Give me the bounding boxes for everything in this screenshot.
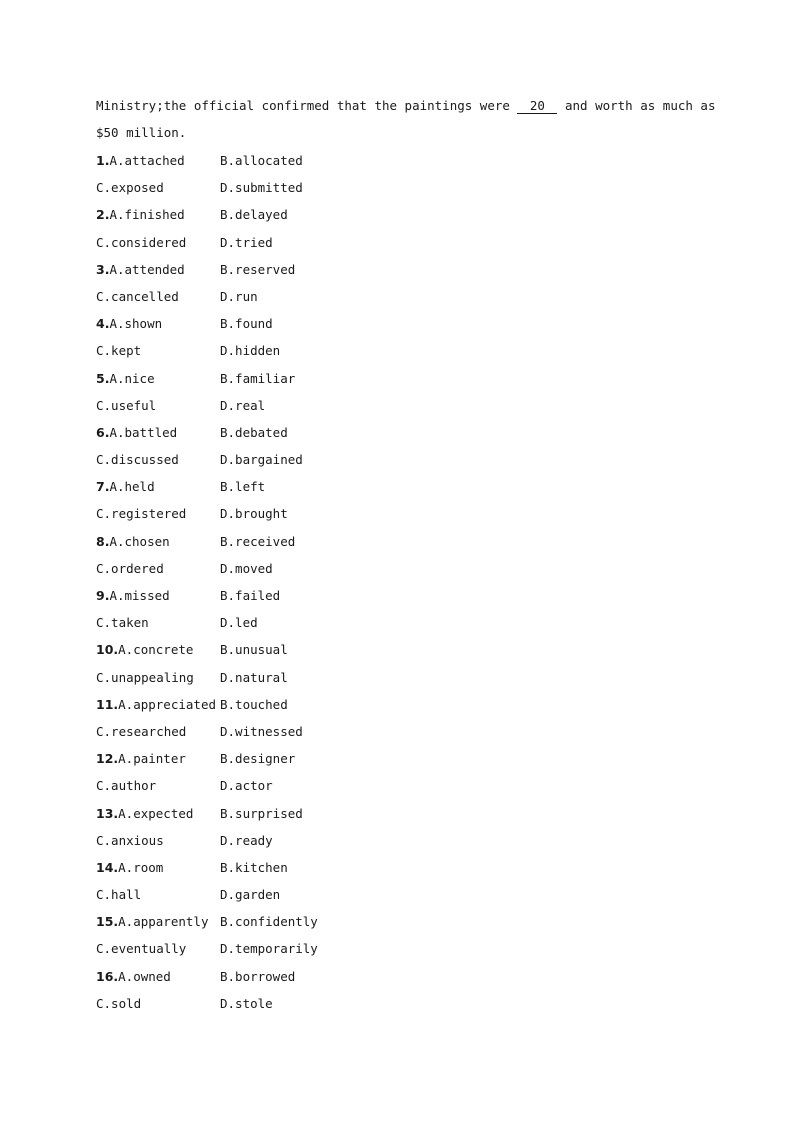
- option-a: [96, 147, 220, 174]
- question-row-ab: [96, 201, 420, 228]
- question-number: 8.: [96, 533, 110, 549]
- option-a-text: A.shown: [109, 316, 163, 332]
- option-a: [96, 582, 220, 609]
- option-a-text: A.appreciated: [118, 696, 216, 712]
- option-b: B.surprised: [220, 805, 303, 821]
- question-row-cd: [96, 446, 420, 473]
- option-d: D.run: [220, 288, 258, 304]
- option-b: B.familiar: [220, 370, 296, 386]
- option-d: D.ready: [220, 832, 273, 848]
- option-a-text: A.held: [109, 479, 155, 495]
- question-row-cd: [96, 935, 420, 962]
- option-c: C.discussed: [96, 452, 179, 468]
- option-d: D.led: [220, 615, 258, 631]
- option-a: [96, 419, 220, 446]
- option-b: B.designer: [220, 751, 296, 767]
- option-b: B.kitchen: [220, 859, 288, 875]
- question-number: 7.: [96, 479, 110, 495]
- option-a-text: A.attached: [109, 153, 185, 168]
- option-d: D.temporarily: [220, 941, 318, 957]
- question-row-ab: [96, 745, 420, 772]
- option-c: C.sold: [96, 995, 142, 1011]
- option-b: B.confidently: [220, 914, 318, 930]
- question-row-cd: [96, 174, 420, 201]
- question-number: 3.: [96, 261, 110, 277]
- question-row-cd: [96, 664, 420, 691]
- question-row-ab: [96, 636, 420, 663]
- option-b: B.allocated: [220, 153, 303, 168]
- question-row-cd: [96, 555, 420, 582]
- question-number: 11.: [96, 696, 119, 712]
- option-d: D.moved: [220, 560, 273, 576]
- option-a-text: A.concrete: [118, 642, 194, 658]
- question-number: 15.: [96, 914, 119, 930]
- option-a-text: A.nice: [109, 370, 155, 386]
- option-d: D.submitted: [220, 180, 303, 196]
- question-row-ab: [96, 963, 420, 990]
- question-row-ab: [96, 528, 420, 555]
- option-d: D.tried: [220, 234, 273, 250]
- option-a-text: A.missed: [109, 588, 170, 603]
- question-number: 10.: [96, 642, 119, 658]
- option-a-text: A.owned: [118, 968, 171, 984]
- option-c: C.taken: [96, 615, 149, 631]
- option-a-text: A.apparently: [118, 914, 209, 930]
- option-a: [96, 201, 220, 228]
- option-b: B.reserved: [220, 261, 296, 277]
- option-a-text: A.chosen: [109, 533, 170, 549]
- option-c: C.exposed: [96, 180, 164, 196]
- question-number: 6.: [96, 424, 110, 440]
- question-row-cd: [96, 827, 420, 854]
- question-row-ab: [96, 473, 420, 500]
- option-b: B.borrowed: [220, 968, 296, 984]
- option-a-text: A.painter: [118, 751, 186, 767]
- blank-20: 20: [517, 99, 557, 114]
- option-d: D.natural: [220, 669, 288, 685]
- option-d: D.actor: [220, 778, 273, 794]
- question-row-cd: [96, 392, 420, 419]
- option-d: D.real: [220, 397, 266, 413]
- option-c: C.unappealing: [96, 669, 194, 685]
- option-c: C.author: [96, 778, 157, 794]
- option-c: C.cancelled: [96, 288, 179, 304]
- option-b: B.found: [220, 316, 273, 332]
- option-a: [96, 365, 220, 392]
- question-row-ab: [96, 310, 420, 337]
- intro-text-after: and worth as much as: [557, 98, 716, 113]
- intro-line-1: [96, 92, 715, 119]
- option-a: [96, 908, 220, 935]
- question-row-ab: [96, 800, 420, 827]
- option-a: [96, 745, 220, 772]
- question-row-ab: [96, 582, 420, 609]
- option-a: [96, 963, 220, 990]
- option-c: C.useful: [96, 397, 157, 413]
- option-d: D.bargained: [220, 452, 303, 468]
- question-options: [96, 147, 420, 1017]
- option-a: [96, 473, 220, 500]
- question-number: 1.: [96, 153, 110, 168]
- question-number: 4.: [96, 316, 110, 332]
- option-a-text: A.battled: [109, 424, 178, 440]
- option-a: [96, 310, 220, 337]
- option-d: D.brought: [220, 506, 288, 522]
- question-row-ab: [96, 908, 420, 935]
- option-b: B.left: [220, 479, 266, 495]
- question-row-ab: [96, 691, 420, 718]
- question-row-cd: [96, 229, 420, 256]
- question-number: 14.: [96, 859, 119, 875]
- option-c: C.hall: [96, 887, 142, 903]
- option-c: C.ordered: [96, 560, 164, 576]
- option-c: C.considered: [96, 234, 187, 250]
- question-row-cd: [96, 990, 420, 1017]
- option-d: D.hidden: [220, 343, 281, 359]
- question-row-ab: [96, 365, 420, 392]
- option-a: [96, 800, 220, 827]
- option-c: C.researched: [96, 723, 187, 739]
- question-number: 2.: [96, 207, 110, 223]
- intro-text-before: Ministry;the official confirmed that the paintings were: [96, 98, 518, 113]
- option-c: C.eventually: [96, 941, 187, 957]
- question-number: 5.: [96, 370, 110, 386]
- option-a: [96, 854, 220, 881]
- option-c: C.kept: [96, 343, 142, 359]
- question-row-cd: [96, 283, 420, 310]
- option-b: B.touched: [220, 696, 288, 712]
- option-a-text: A.finished: [109, 207, 185, 223]
- option-d: D.witnessed: [220, 723, 303, 739]
- question-number: 13.: [96, 805, 119, 821]
- option-c: C.registered: [96, 506, 187, 522]
- question-row-cd: [96, 337, 420, 364]
- option-b: B.delayed: [220, 207, 288, 223]
- option-a: [96, 636, 220, 663]
- option-a: [96, 691, 220, 718]
- question-row-cd: [96, 881, 420, 908]
- question-row-ab: [96, 147, 420, 174]
- question-row-cd: [96, 772, 420, 799]
- question-row-cd: [96, 609, 420, 636]
- question-row-ab: [96, 256, 420, 283]
- option-b: B.unusual: [220, 642, 288, 658]
- option-a: [96, 256, 220, 283]
- option-a-text: A.expected: [118, 805, 194, 821]
- option-a-text: A.attended: [109, 261, 185, 277]
- question-row-ab: [96, 854, 420, 881]
- option-a-text: A.room: [118, 859, 164, 875]
- option-b: B.received: [220, 533, 296, 549]
- option-d: D.stole: [220, 995, 273, 1011]
- option-b: B.debated: [220, 424, 288, 440]
- question-number: 16.: [96, 968, 119, 984]
- question-number: 12.: [96, 751, 119, 767]
- option-c: C.anxious: [96, 832, 164, 848]
- option-d: D.garden: [220, 887, 281, 903]
- option-a: [96, 528, 220, 555]
- question-row-cd: [96, 718, 420, 745]
- intro-line-2: $50 million.: [96, 125, 187, 140]
- question-number: 9.: [96, 588, 110, 603]
- question-row-ab: [96, 419, 420, 446]
- option-b: B.failed: [220, 588, 281, 603]
- question-row-cd: [96, 500, 420, 527]
